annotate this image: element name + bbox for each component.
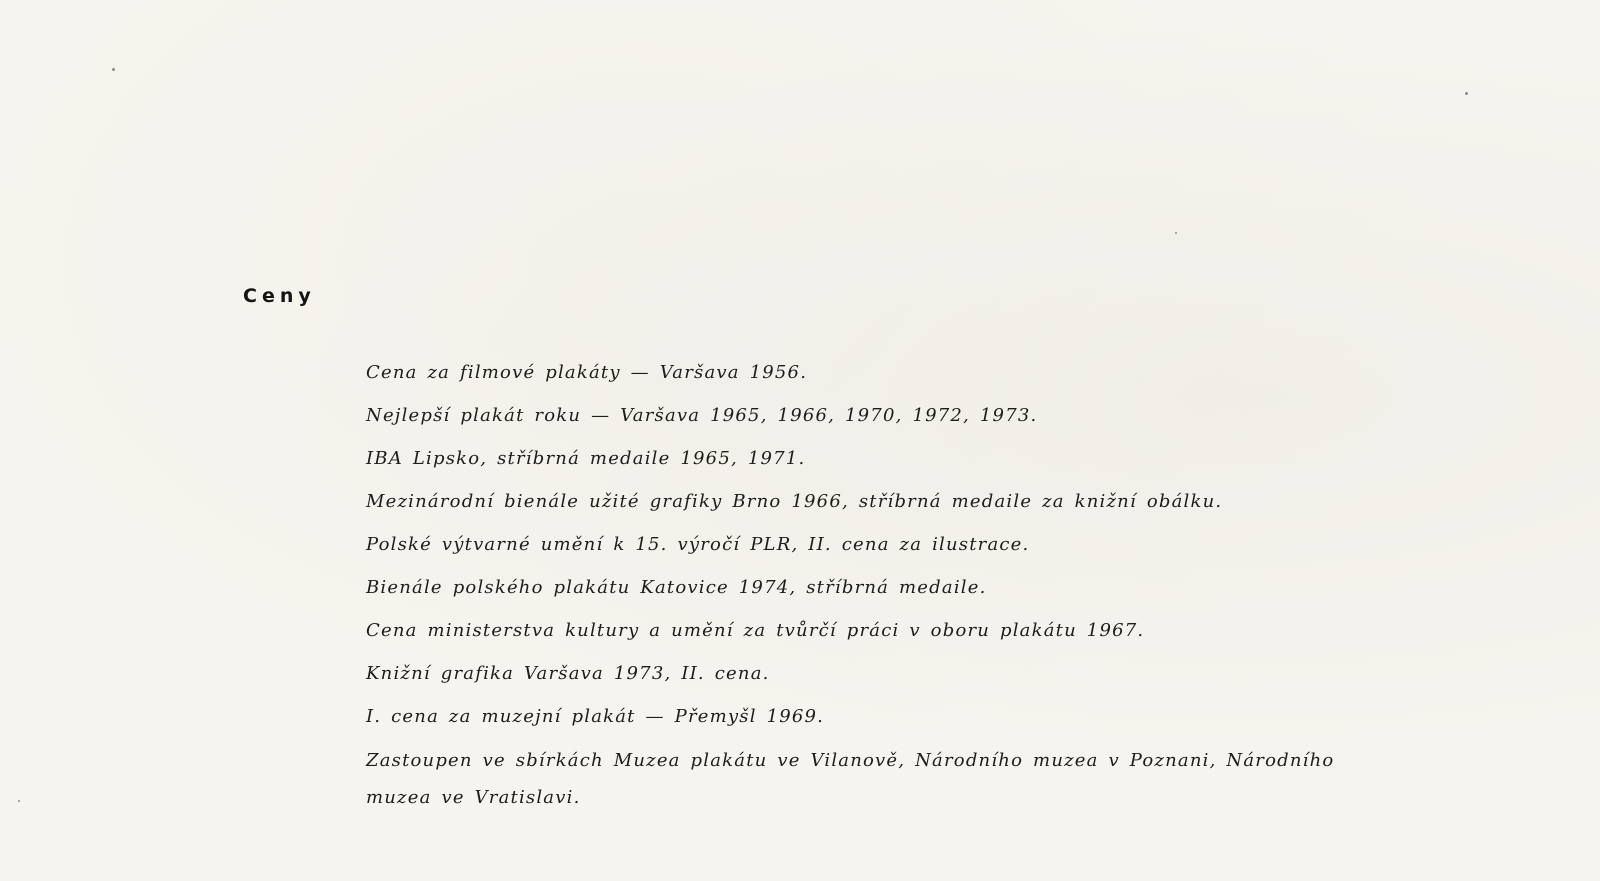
section-heading: Ceny [243,285,316,307]
paper-speck [18,800,20,802]
award-item: I. cena za muzejní plakát — Přemyšl 1969. [366,706,825,727]
award-item: Cena ministerstva kultury a umění za tvůrčí práci v oboru plakátu 1967. [366,620,1145,641]
award-item: Nejlepší plakát roku — Varšava 1965, 1966, 1970, 1972, 1973. [366,405,1038,426]
award-item: Knižní grafika Varšava 1973, II. cena. [366,663,770,684]
award-item: Cena za filmové plakáty — Varšava 1956. [366,362,808,383]
paper-speck [1175,232,1177,234]
award-item: IBA Lipsko, stříbrná medaile 1965, 1971. [366,448,806,469]
paper-speck [112,68,115,71]
award-item: Mezinárodní bienále užité grafiky Brno 1966, stříbrná medaile za knižní obálku. [366,491,1223,512]
collections-note: Zastoupen ve sbírkách Muzea plakátu ve Vilanově, Národního muzea v Poznani, Národního muzea ve Vratislavi. [366,750,1335,808]
award-item: Polské výtvarné umění k 15. výročí PLR, II. cena za ilustrace. [366,534,1030,555]
award-item: Bienále polského plakátu Katovice 1974, stříbrná medaile. [366,577,987,598]
awards-list [366,355,1386,823]
paper-speck [1465,92,1468,95]
